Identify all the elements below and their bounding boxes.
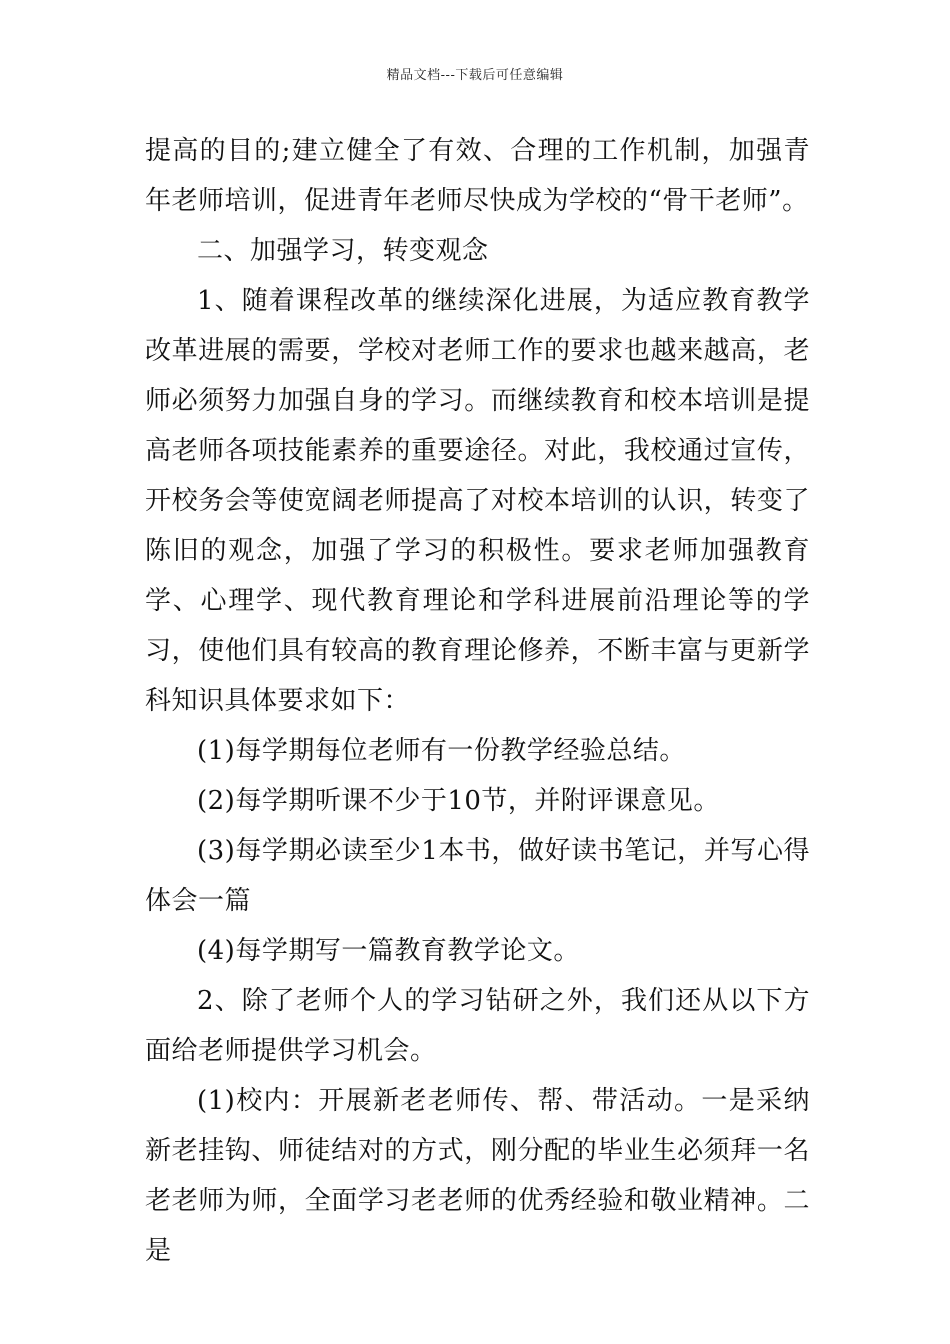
paragraph: 提高的目的;建立健全了有效、合理的工作机制，加强青年老师培训，促进青年老师尽快成为学校的“骨干老师”。 [145,136,810,216]
paragraph: 2、除了老师个人的学习钻研之外，我们还从以下方面给老师提供学习机会。 [145,986,810,1066]
paragraph: 1、随着课程改革的继续深化进展，为适应教育教学改革进展的需要，学校对老师工作的要求也越来越高，老师必须努力加强自身的学习。而继续教育和校本培训是提高老师各项技能素养的重要途径。对此，我校通过宣传，开校务会等使宽阔老师提高了对校本培训的认识，转变了陈旧的观念，加强了学习的积极性。要求老师加强教育学、心理学、现代教育理论和学科进展前沿理论等的学习，使他们具有较高的教育理论修养，不断丰富与更新学科知识具体要求如下： [145,286,810,716]
list-item: (4)每学期写一篇教育教学论文。 [197,936,580,966]
page-header: 精品文档---下载后可任意编辑 [386,68,564,83]
section-heading: 二、加强学习，转变观念 [197,236,489,266]
list-item: (2)每学期听课不少于10节，并附评课意见。 [197,786,720,816]
list-item: (3)每学期必读至少1本书，做好读书笔记，并写心得体会一篇 [145,836,810,916]
list-item: (1)每学期每位老师有一份教学经验总结。 [197,736,686,766]
document-body [145,126,810,1276]
paragraph: (1)校内：开展新老老师传、帮、带活动。一是采纳新老挂钩、师徒结对的方式，刚分配的毕业生必须拜一名老老师为师，全面学习老老师的优秀经验和敬业精神。二是 [145,1086,810,1266]
